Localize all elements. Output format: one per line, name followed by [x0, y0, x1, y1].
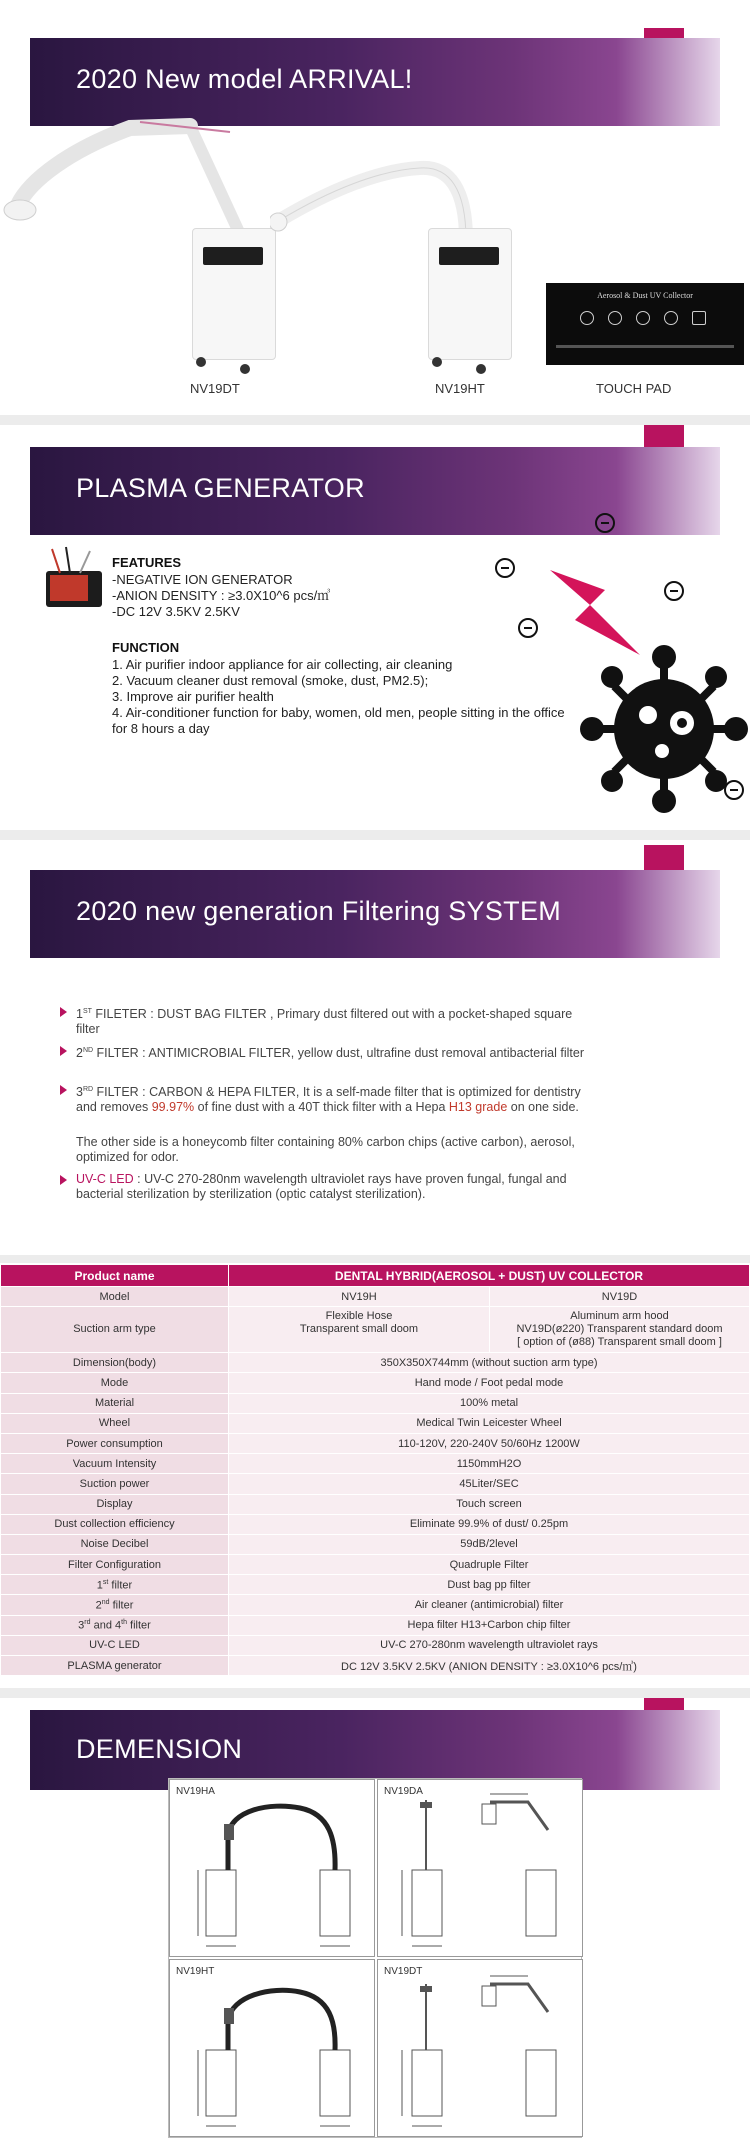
features-heading: FEATURES	[112, 555, 182, 570]
table-row: Wheel Medical Twin Leicester Wheel	[1, 1413, 750, 1433]
wheel	[240, 364, 250, 374]
table-row: 3rd and 4th filter Hepa filter H13+Carbon chip filter	[1, 1615, 750, 1635]
section-title: 2020 new generation Filtering SYSTEM	[76, 896, 562, 926]
section-divider	[0, 1688, 750, 1698]
negative-ion-icon	[595, 513, 615, 533]
nv19ht-unit	[428, 228, 512, 360]
table-row: Power consumption 110-120V, 220-240V 50/60Hz 1200W	[1, 1433, 750, 1453]
feature-item: -NEGATIVE ION GENERATOR	[112, 572, 293, 587]
table-row: Dimension(body) 350X350X744mm (without suction arm type)	[1, 1353, 750, 1373]
table-row: PLASMA generator DC 12V 3.5KV 2.5KV (ANION DENSITY : ≥3.0X10^6 pcs/㎥)	[1, 1656, 750, 1676]
section-divider	[0, 1255, 750, 1263]
dimension-drawing	[168, 1778, 582, 2138]
spec-table	[0, 1264, 750, 1676]
nv19dt-unit	[192, 228, 276, 360]
negative-ion-icon	[724, 780, 744, 800]
table-head-label: Product name	[1, 1265, 229, 1287]
dimension-cell-nv19ha: NV19HA	[169, 1779, 375, 1957]
nv19dt-drawing	[378, 1960, 584, 2138]
arrow-bullet-icon	[60, 1046, 67, 1056]
nv19ha-drawing	[170, 1780, 376, 1958]
control-panel	[439, 247, 499, 265]
negative-ion-icon	[518, 618, 538, 638]
table-row: Material 100% metal	[1, 1393, 750, 1413]
dimension-cell-nv19dt: NV19DT	[377, 1959, 583, 2137]
section-title: 2020 New model ARRIVAL!	[76, 64, 413, 94]
negative-ion-icon	[495, 558, 515, 578]
nv19da-drawing	[378, 1780, 584, 1958]
touch-pad-image	[546, 283, 744, 365]
filter-bullet-1: 1ST FILETER : DUST BAG FILTER , Primary dust filtered out with a pocket-shaped square filter	[76, 1004, 596, 1037]
wheel	[196, 357, 206, 367]
wheel	[432, 357, 442, 367]
power-icon	[580, 311, 594, 325]
negative-ion-icon	[664, 581, 684, 601]
section-filtering	[0, 840, 750, 1255]
table-row: 1st filter Dust bag pp filter	[1, 1575, 750, 1595]
section-title: DEMENSION	[76, 1734, 243, 1764]
function-item: 4. Air-conditioner function for baby, women, old men, people sitting in the office for 8 hours a day	[112, 705, 565, 736]
filter-paragraph: The other side is a honeycomb filter containing 80% carbon chips (active carbon), aerosol, optimized for odor.	[76, 1135, 575, 1164]
table-row: Filter Configuration Quadruple Filter	[1, 1555, 750, 1575]
filter-bullet-2: 2ND FILTER : ANTIMICROBIAL FILTER, yellow dust, ultrafine dust removal antibacterial filter	[76, 1043, 596, 1061]
table-row: Vacuum Intensity 1150mmH2O	[1, 1454, 750, 1474]
arrow-bullet-icon	[60, 1085, 67, 1095]
feature-item: -DC 12V 3.5KV 2.5KV	[112, 604, 240, 619]
table-row: 2nd filter Air cleaner (antimicrobial) filter	[1, 1595, 750, 1615]
banner	[30, 447, 720, 535]
function-heading: FUNCTION	[112, 640, 180, 655]
wheel	[476, 364, 486, 374]
function-item: 1. Air purifier indoor appliance for air collecting, air cleaning	[112, 657, 453, 672]
uv-icon	[664, 311, 678, 325]
arrow-bullet-icon	[60, 1175, 67, 1185]
touch-pad-title: Aerosol & Dust UV Collector	[597, 291, 693, 300]
feature-item: -ANION DENSITY : ≥3.0X10^6 pcs/㎥	[112, 588, 331, 603]
table-row: Suction arm type Flexible Hose Transparent small doom Aluminum arm hood NV19D(ø220) Transparent standard doom [ option of (ø88) Transparent small doom ]	[1, 1307, 750, 1353]
nv19ht-drawing	[170, 1960, 376, 2138]
table-row: Suction power 45Liter/SEC	[1, 1474, 750, 1494]
plasma-module-image	[40, 545, 112, 615]
filter-bullet-4: UV-C LED : UV-C 270-280nm wavelength ultraviolet rays have proven fungal, fungal and bacterial sterilization by sterilization (optic catalyst sterilization).	[76, 1172, 596, 1202]
dimension-cell-nv19ht: NV19HT	[169, 1959, 375, 2137]
function-item: 3. Improve air purifier health	[112, 689, 274, 704]
table-row: Model NV19H NV19D	[1, 1287, 750, 1307]
section-plasma	[0, 425, 750, 830]
table-row: Display Touch screen	[1, 1494, 750, 1514]
table-row: UV-C LED UV-C 270-280nm wavelength ultraviolet rays	[1, 1635, 750, 1655]
section-divider	[0, 415, 750, 425]
filter-bullet-3: 3RD FILTER : CARBON & HEPA FILTER, It is a self-made filter that is optimized for dentistry and removes 99.97% of fine dust with a 40T thick filter with a Hepa H13 grade on one side.	[76, 1082, 596, 1115]
caption-touch-pad: TOUCH PAD	[596, 381, 672, 396]
nv19dt-arm-image	[0, 110, 250, 230]
function-item: 2. Vacuum cleaner dust removal (smoke, dust, PM2.5);	[112, 673, 429, 688]
level-icon	[636, 311, 650, 325]
caption-nv19ht: NV19HT	[435, 381, 485, 396]
touch-pad-stripe	[556, 345, 734, 348]
section-divider	[0, 830, 750, 840]
table-row: Noise Decibel 59dB/2level	[1, 1534, 750, 1554]
mode-icon	[608, 311, 622, 325]
section-new-model	[0, 0, 750, 415]
control-panel	[203, 247, 263, 265]
pedal-icon	[692, 311, 706, 325]
table-row: Dust collection efficiency Eliminate 99.9% of dust/ 0.25pm	[1, 1514, 750, 1534]
table-row: Mode Hand mode / Foot pedal mode	[1, 1373, 750, 1393]
banner	[30, 870, 720, 958]
section-title: PLASMA GENERATOR	[76, 473, 365, 503]
table-head-value: DENTAL HYBRID(AEROSOL + DUST) UV COLLECTOR	[229, 1265, 750, 1287]
caption-nv19dt: NV19DT	[190, 381, 240, 396]
dimension-cell-nv19da: NV19DA	[377, 1779, 583, 1957]
arrow-bullet-icon	[60, 1007, 67, 1017]
